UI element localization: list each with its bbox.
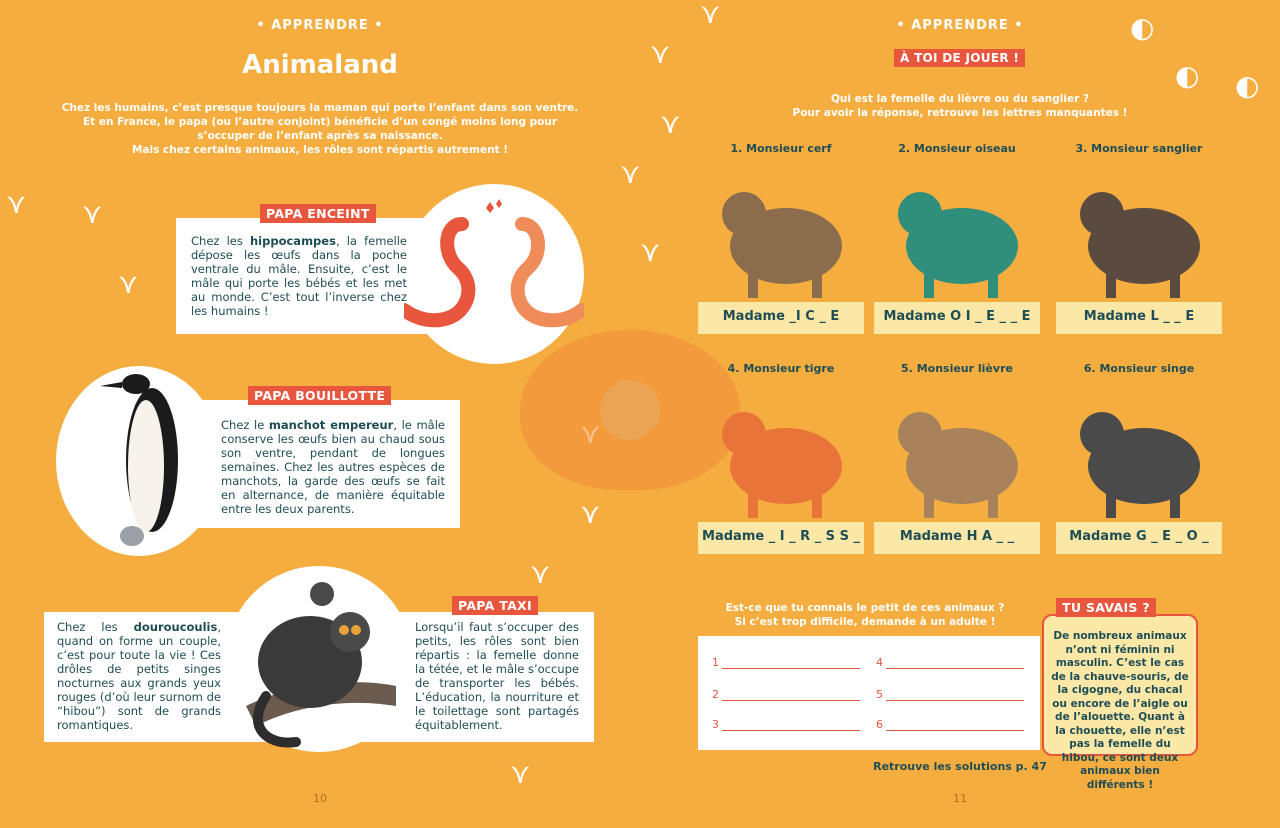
animal-label: 6. Monsieur singe — [1083, 362, 1195, 375]
bird-track-icon: ⋎ — [580, 497, 601, 530]
bird-track-icon: ⋎ — [118, 267, 139, 300]
quiz-answer-box — [698, 636, 1040, 750]
animal-icon — [884, 158, 1030, 300]
game-question — [640, 92, 1280, 120]
section-kicker: • APPRENDRE • — [256, 18, 384, 33]
bird-track-icon: ⋎ — [510, 757, 531, 790]
animal-icon — [1066, 378, 1212, 520]
animal-label: 5. Monsieur lièvre — [901, 362, 1013, 375]
penguin-illustration — [56, 366, 222, 556]
answer-bar: Madame _I C _ E — [698, 302, 864, 334]
card3-text-left — [57, 620, 221, 732]
quiz-answer-line[interactable] — [722, 668, 860, 669]
bird-track-icon: ⋎ — [530, 557, 551, 590]
section-kicker-right: • APPRENDRE • — [896, 18, 1024, 33]
tu-savais-text: De nombreux animaux n’ont ni féminin ni masculin. C’est le cas de la chauve-souris, de la cigogne, du chacal ou encore de l’aigle ou de l’alouette. Quant à la chouette, elle n’est pas la femelle du hibou, ce sont deux animaux bien différents ! — [1051, 630, 1189, 791]
animal-illustration — [708, 378, 854, 520]
animal-icon — [708, 158, 854, 300]
bird-track-icon: ⋎ — [660, 107, 681, 140]
animal-illustration — [1066, 158, 1212, 300]
tag-tu-savais: TU SAVAIS ? — [1056, 598, 1156, 617]
answer-bar: Madame L _ _ E — [1056, 302, 1222, 334]
bird-track-icon: ◐ — [1235, 69, 1260, 102]
animal-icon — [1066, 158, 1212, 300]
intro-line: Et en France, le papa (ou l’autre conjoint) bénéficie d’un congé moins long pour — [82, 116, 557, 128]
bird-track-icon: ⋎ — [620, 157, 641, 190]
animal-illustration — [884, 378, 1030, 520]
right-page — [640, 0, 1280, 828]
quiz-question-line: Si c’est trop difficile, demande à un adulte ! — [734, 616, 996, 628]
tag-papa-bouillotte: PAPA BOUILLOTTE — [248, 386, 391, 405]
bird-track-icon: ⋎ — [6, 187, 27, 220]
bird-track-icon: ⋎ — [700, 0, 721, 30]
quiz-answer-line[interactable] — [722, 730, 860, 731]
quiz-answer-line[interactable] — [886, 730, 1024, 731]
animal-icon — [884, 378, 1030, 520]
card1-text-post: , la femelle dépose les œufs dans la poche ventrale du mâle. Ensuite, c’est le mâle qui porte les bébés et les met au monde. C’est tout l’inverse chez les humains ! — [191, 234, 407, 318]
quiz-question-line: Est-ce que tu connais le petit de ces animaux ? — [725, 602, 1005, 614]
animal-illustration — [1066, 378, 1212, 520]
quiz-answer-line[interactable] — [886, 668, 1024, 669]
page-number-left: 10 — [313, 792, 327, 805]
animal-label: 4. Monsieur tigre — [727, 362, 835, 375]
bird-track-icon: ⋎ — [650, 37, 671, 70]
penguin-icon — [56, 366, 222, 556]
bird-track-icon: ◐ — [1130, 11, 1155, 44]
question-line: Pour avoir la réponse, retrouve les lettres manquantes ! — [792, 107, 1128, 119]
bird-track-icon: ◐ — [1175, 59, 1200, 92]
tu-savais-box — [1042, 614, 1198, 791]
intro-line: s’occuper de l’enfant après sa naissance. — [197, 130, 443, 142]
card1-text — [191, 234, 407, 318]
quiz-line-number: 2 — [712, 688, 719, 701]
card3-text-post: , quand on forme un couple, c’est pour toute la vie ! Ces drôles de petits singes nocturnes aux grands yeux rouges (d’où leur surnom de “hibou”) sont de grands romantiques. — [57, 620, 221, 732]
card2-text-pre: Chez le — [221, 418, 269, 432]
card1-text-pre: Chez les — [191, 234, 250, 248]
seahorse-icon — [404, 184, 584, 364]
answer-bar: Madame _ I _ R _ S S _ — [698, 522, 864, 554]
answer-bar: Madame H A _ _ — [874, 522, 1040, 554]
animal-label: 2. Monsieur oiseau — [898, 142, 1016, 155]
tag-papa-enceint: PAPA ENCEINT — [260, 204, 376, 223]
card2-text-post: , le mâle conserve les œufs bien au chaud sous son ventre, pendant de longues semaines. Chez les autres espèces de manchots, la garde des œufs se fait en alternance, de manière équitable entre les deux parents. — [221, 418, 445, 516]
seahorse-illustration — [404, 184, 584, 364]
answer-bar: Madame O I _ E _ _ E — [874, 302, 1040, 334]
quiz-line-number: 5 — [876, 688, 883, 701]
quiz-line-number: 1 — [712, 656, 719, 669]
quiz-answer-line[interactable] — [886, 700, 1024, 701]
quiz-answer-line[interactable] — [722, 700, 860, 701]
quiz-line-number: 3 — [712, 718, 719, 731]
page-title: Animaland — [242, 50, 398, 80]
quiz-question — [700, 601, 1030, 629]
intro-line: Chez les humains, c’est presque toujours la maman qui porte l’enfant dans son ventre. — [61, 102, 579, 114]
bird-track-icon: ⋎ — [82, 197, 103, 230]
intro-line: Mais chez certains animaux, les rôles sont répartis autrement ! — [131, 144, 509, 156]
animal-illustration — [884, 158, 1030, 300]
monkey-illustration — [226, 566, 412, 752]
bird-track-icon: ⋎ — [640, 235, 661, 268]
solutions-note: Retrouve les solutions p. 47 — [873, 760, 1047, 773]
page-number-right: 11 — [953, 792, 967, 805]
card1-keyword: hippocampes — [250, 234, 336, 248]
card2-text — [221, 418, 445, 516]
monkey-icon — [226, 566, 412, 752]
question-line: Qui est la femelle du lièvre ou du sanglier ? — [830, 93, 1090, 105]
tag-papa-taxi: PAPA TAXI — [452, 596, 538, 615]
card2-keyword: manchot empereur — [268, 418, 394, 432]
animal-icon — [708, 378, 854, 520]
quiz-line-number: 4 — [876, 656, 883, 669]
quiz-line-number: 6 — [876, 718, 883, 731]
intro-text — [30, 101, 610, 157]
heading-a-toi-de-jouer: À TOI DE JOUER ! — [894, 49, 1025, 67]
animal-label: 3. Monsieur sanglier — [1075, 142, 1203, 155]
card3-keyword: douroucoulis — [133, 620, 218, 634]
card3-text-pre: Chez les — [57, 620, 134, 634]
animal-illustration — [708, 158, 854, 300]
answer-bar: Madame G _ E _ O _ — [1056, 522, 1222, 554]
card3-text-right: Lorsqu’il faut s’occuper des petits, les rôles sont bien répartis : la femelle donne la tétée, et le mâle s’occupe de transporter les bébés. L’éducation, la nourriture et le toilettage sont partagés équitablement. — [415, 620, 579, 732]
animal-label: 1. Monsieur cerf — [730, 142, 832, 155]
